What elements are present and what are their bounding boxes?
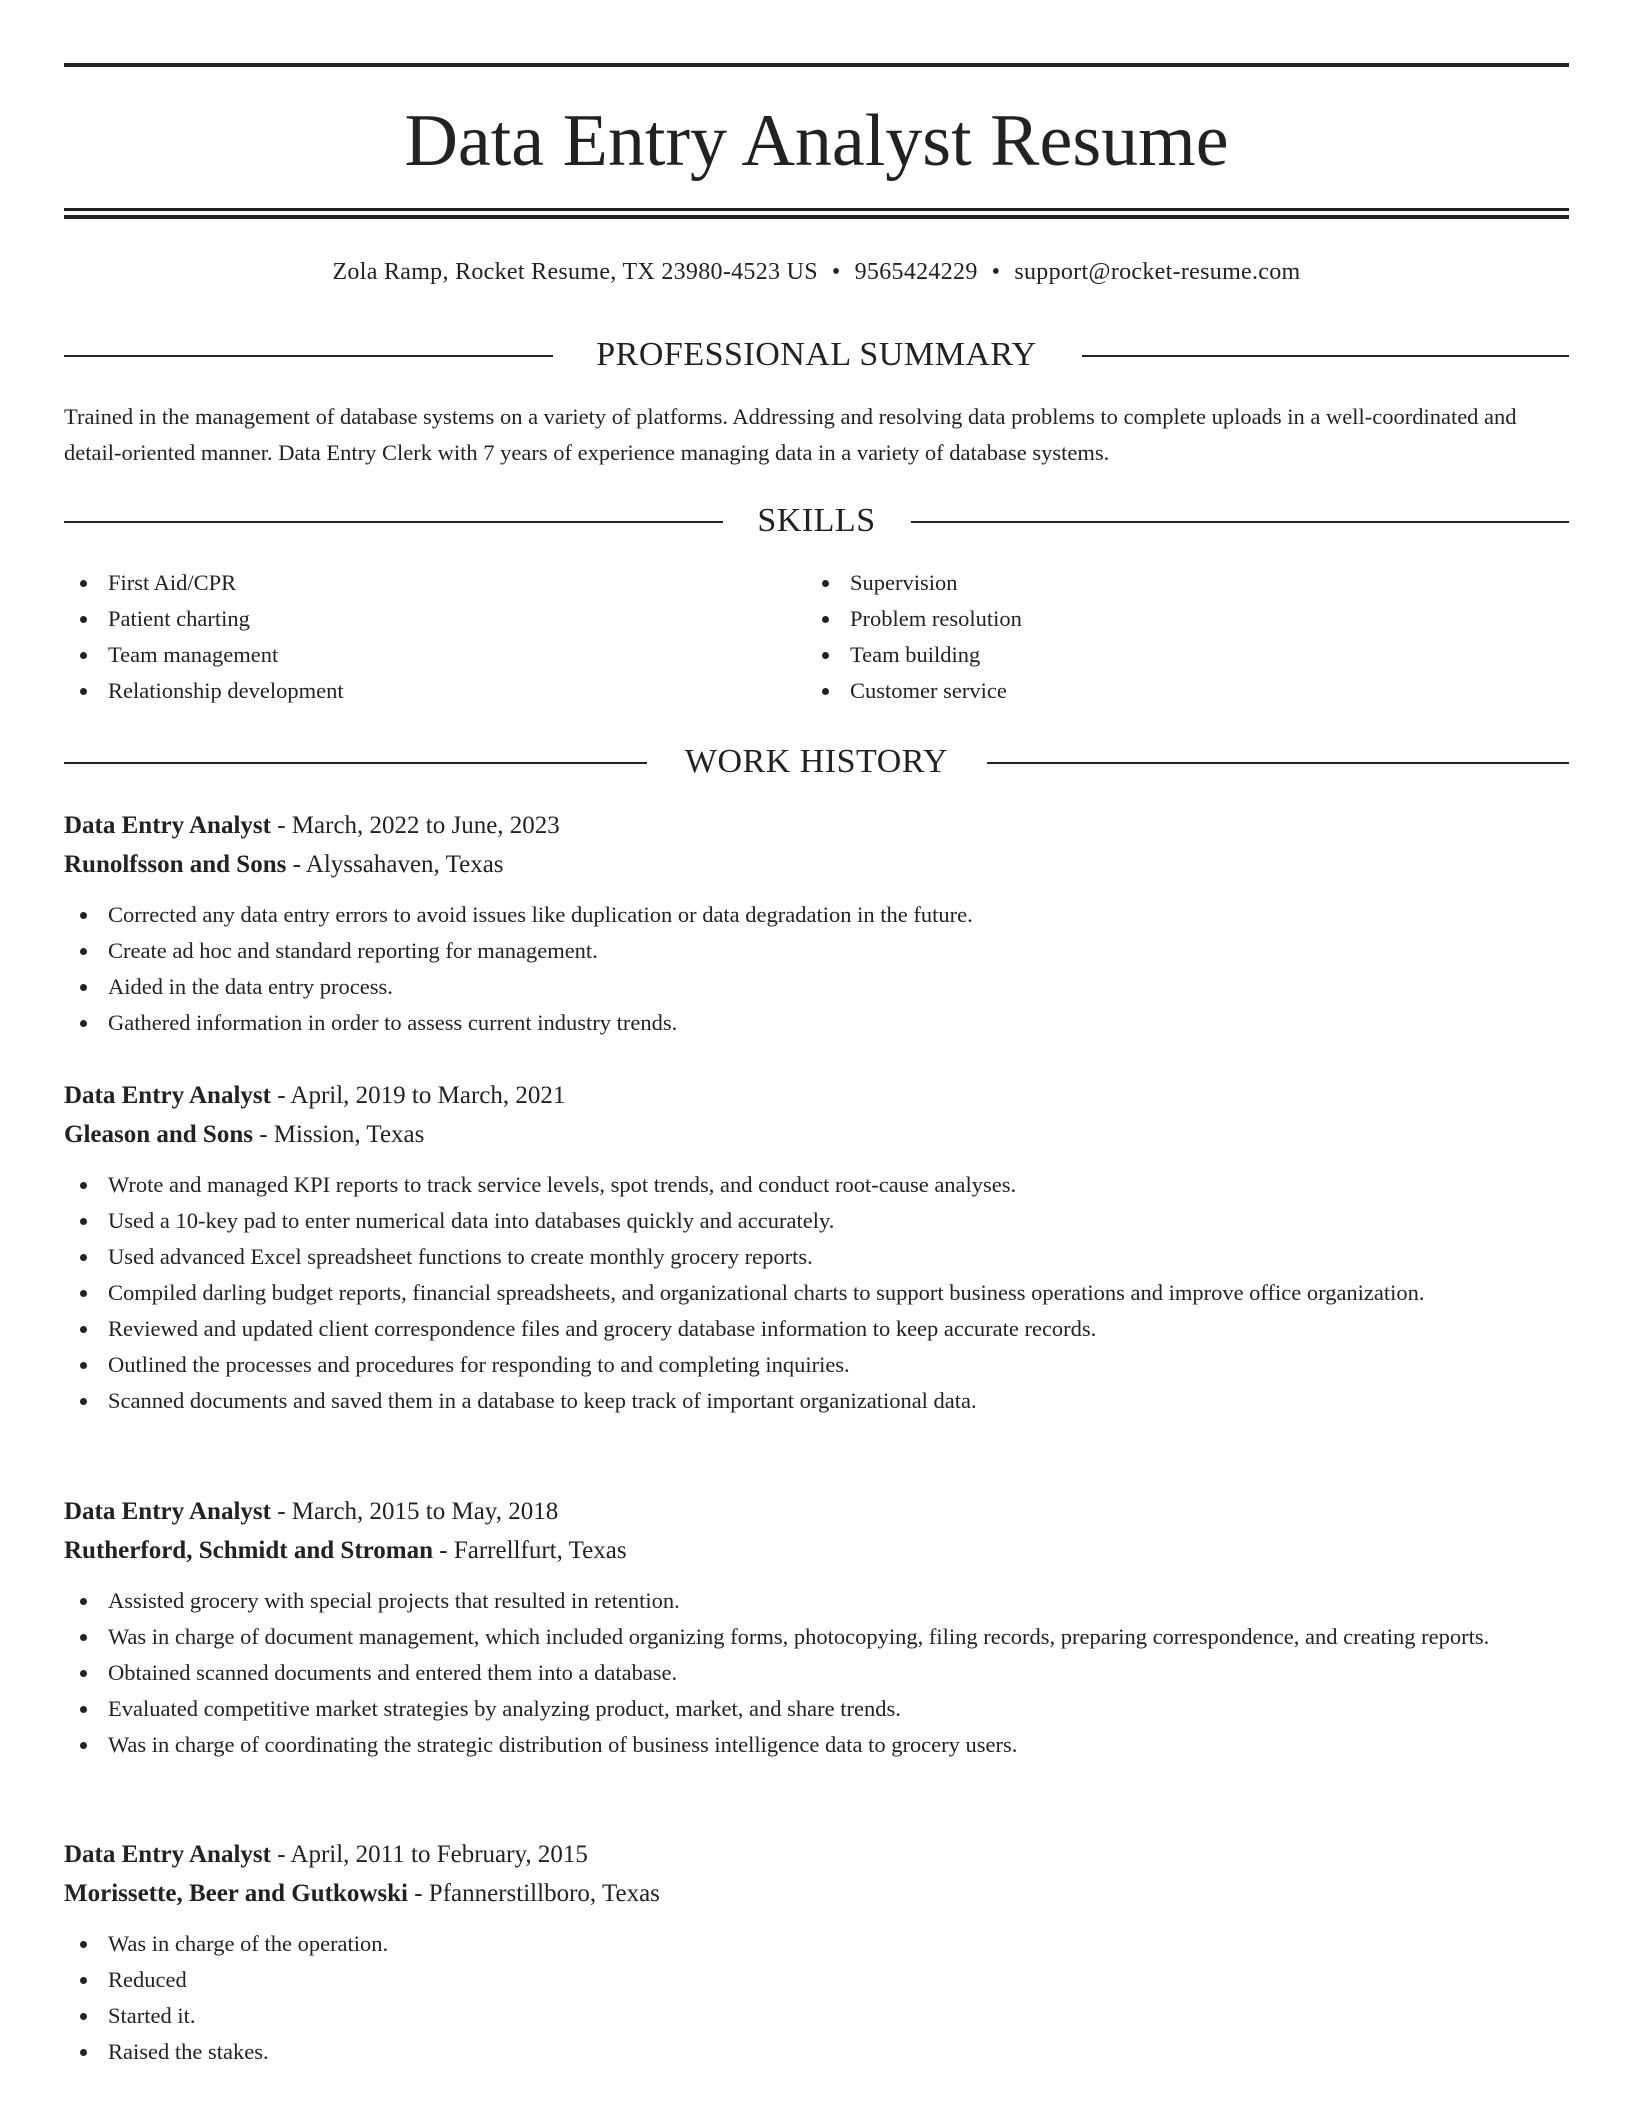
job-bullet: Assisted grocery with special projects that resulted in retention. — [64, 1583, 1569, 1619]
summary-heading-label: PROFESSIONAL SUMMARY — [596, 336, 1037, 373]
skill-item: Patient charting — [64, 601, 764, 637]
top-rule — [64, 63, 1569, 67]
job-bullets — [64, 1926, 1569, 2070]
job-entry — [64, 806, 1569, 1041]
job-location: - Alyssahaven, Texas — [292, 851, 504, 878]
job-title: Data Entry Analyst — [64, 1841, 271, 1868]
job-title: Data Entry Analyst — [64, 1082, 271, 1109]
job-company-line — [64, 1874, 1569, 1913]
skill-item: Problem resolution — [806, 601, 1506, 637]
job-title-line — [64, 806, 1569, 845]
professional-summary-text: Trained in the management of database systems on a variety of platforms. Addressing and resolving data problems to complete uploads in a well-coordinated and detail-oriented manner. Data Entry Clerk with 7 years of experience managing data in a variety of database systems. — [64, 404, 1517, 465]
job-bullet: Used advanced Excel spreadsheet functions to create monthly grocery reports. — [64, 1239, 1569, 1275]
job-dates: - March, 2022 to June, 2023 — [277, 812, 560, 839]
job-company: Rutherford, Schmidt and Stroman — [64, 1537, 434, 1564]
job-title: Data Entry Analyst — [64, 1498, 271, 1525]
job-title: Data Entry Analyst — [64, 812, 271, 839]
skill-item: Team management — [64, 637, 764, 673]
contact-address: Zola Ramp, Rocket Resume, TX 23980-4523 US — [332, 259, 818, 285]
job-company-line — [64, 1115, 1569, 1154]
job-title-line — [64, 1076, 1569, 1115]
job-company: Gleason and Sons — [64, 1121, 253, 1148]
title-double-rule-upper — [64, 208, 1569, 211]
job-bullet: Was in charge of the operation. — [64, 1926, 1569, 1962]
job-title-line — [64, 1835, 1569, 1874]
job-bullet: Reviewed and updated client correspondence files and grocery database information to keep accurate records. — [64, 1311, 1569, 1347]
job-title-line — [64, 1492, 1569, 1531]
job-bullet: Used a 10-key pad to enter numerical data into databases quickly and accurately. — [64, 1203, 1569, 1239]
work-history-heading-label: WORK HISTORY — [684, 743, 949, 780]
job-bullet: Evaluated competitive market strategies by analyzing product, market, and share trends. — [64, 1691, 1569, 1727]
job-bullets — [64, 1167, 1569, 1419]
skill-item: Customer service — [806, 673, 1506, 709]
job-bullet: Wrote and managed KPI reports to track service levels, spot trends, and conduct root-cause analyses. — [64, 1167, 1569, 1203]
skill-item: Team building — [806, 637, 1506, 673]
job-bullet: Was in charge of document management, which included organizing forms, photocopying, filing records, preparing correspondence, and creating reports. — [64, 1619, 1569, 1655]
work-history-section-heading — [64, 737, 1569, 787]
job-location: - Farrellfurt, Texas — [439, 1537, 627, 1564]
skills-section-heading — [64, 496, 1569, 546]
job-bullet: Create ad hoc and standard reporting for management. — [64, 933, 1569, 969]
job-bullet: Scanned documents and saved them in a database to keep track of important organizational data. — [64, 1383, 1569, 1419]
job-dates: - April, 2019 to March, 2021 — [277, 1082, 566, 1109]
job-bullet: Was in charge of coordinating the strategic distribution of business intelligence data to grocery users. — [64, 1727, 1569, 1763]
job-bullet: Raised the stakes. — [64, 2034, 1569, 2070]
job-bullet: Outlined the processes and procedures for responding to and completing inquiries. — [64, 1347, 1569, 1383]
job-entry — [64, 1835, 1569, 2070]
job-bullet: Started it. — [64, 1998, 1569, 2034]
job-dates: - March, 2015 to May, 2018 — [277, 1498, 559, 1525]
resume-title: Data Entry Analyst Resume — [404, 100, 1229, 182]
job-company: Runolfsson and Sons — [64, 851, 287, 878]
skill-item: Relationship development — [64, 673, 764, 709]
contact-line — [64, 252, 1569, 292]
job-dates: - April, 2011 to February, 2015 — [277, 1841, 588, 1868]
contact-email[interactable]: support@rocket-resume.com — [1014, 259, 1301, 285]
title-double-rule-lower — [64, 215, 1569, 219]
job-entry — [64, 1076, 1569, 1419]
job-bullet: Corrected any data entry errors to avoid issues like duplication or data degradation in the future. — [64, 897, 1569, 933]
contact-separator: • — [991, 259, 1001, 285]
contact-phone: 9565424229 — [854, 259, 978, 285]
job-company: Morissette, Beer and Gutkowski — [64, 1880, 408, 1907]
job-bullet: Compiled darling budget reports, financial spreadsheets, and organizational charts to support business operations and improve office organization. — [64, 1275, 1569, 1311]
job-entry — [64, 1492, 1569, 1763]
job-bullet: Obtained scanned documents and entered them into a database. — [64, 1655, 1569, 1691]
contact-separator: • — [831, 259, 841, 285]
skills-heading-label: SKILLS — [757, 502, 876, 539]
skills-column-left — [64, 565, 764, 709]
job-bullet: Reduced — [64, 1962, 1569, 1998]
job-bullet: Aided in the data entry process. — [64, 969, 1569, 1005]
job-location: - Pfannerstillboro, Texas — [414, 1880, 660, 1907]
job-bullets — [64, 897, 1569, 1041]
skill-item: First Aid/CPR — [64, 565, 764, 601]
summary-section-heading — [64, 330, 1569, 380]
job-company-line — [64, 845, 1569, 884]
job-location: - Mission, Texas — [259, 1121, 425, 1148]
job-bullet: Gathered information in order to assess current industry trends. — [64, 1005, 1569, 1041]
skills-column-right — [806, 565, 1506, 709]
job-company-line — [64, 1531, 1569, 1570]
job-bullets — [64, 1583, 1569, 1763]
skill-item: Supervision — [806, 565, 1506, 601]
